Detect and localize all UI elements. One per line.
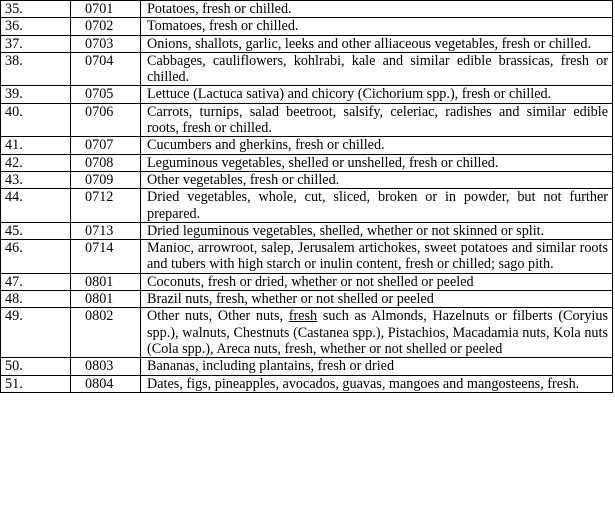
row-number: 40. <box>1 103 71 137</box>
hs-code: 0801 <box>71 273 141 290</box>
row-number: 45. <box>1 222 71 239</box>
description-part: such as Almonds, Hazelnuts or filberts (Coryius spp.), walnuts, Chestnuts (Castanea spp.), Pistachios, Macadamia nuts, Kola nuts (Cola spp.), Areca nuts, fresh, whether or not shelled or peeled <box>147 308 608 357</box>
table-row <box>1 35 613 52</box>
row-number: 37. <box>1 35 71 52</box>
row-number: 47. <box>1 273 71 290</box>
table-row <box>1 222 613 239</box>
table-row <box>1 154 613 171</box>
description-part: Other nuts, Other nuts, <box>147 308 289 325</box>
hs-code: 0709 <box>71 171 141 188</box>
product-description: Manioc, arrowroot, salep, Jerusalem artichokes, sweet potatoes and similar roots and tubers with high starch or inulin content, fresh or chilled; sago pith. <box>141 240 613 274</box>
row-number: 41. <box>1 137 71 154</box>
product-description: Lettuce (Lactuca sativa) and chicory (Cichorium spp.), fresh or chilled. <box>141 86 613 103</box>
table-row <box>1 137 613 154</box>
table-row <box>1 273 613 290</box>
hs-code: 0714 <box>71 240 141 274</box>
row-number: 44. <box>1 189 71 223</box>
row-number: 46. <box>1 240 71 274</box>
table-row <box>1 1 613 18</box>
product-description: Dried vegetables, whole, cut, sliced, broken or in powder, but not further prepared. <box>141 189 613 223</box>
hs-code: 0707 <box>71 137 141 154</box>
product-description: Cucumbers and gherkins, fresh or chilled. <box>141 137 613 154</box>
table-row <box>1 86 613 103</box>
hs-code: 0803 <box>71 358 141 375</box>
table-row <box>1 291 613 308</box>
hs-code: 0703 <box>71 35 141 52</box>
row-number: 49. <box>1 308 71 358</box>
row-number: 38. <box>1 52 71 86</box>
hs-code: 0802 <box>71 308 141 358</box>
table-row <box>1 308 613 358</box>
product-description: Coconuts, fresh or dried, whether or not shelled or peeled <box>141 273 613 290</box>
product-description: Dates, figs, pineapples, avocados, guavas, mangoes and mangosteens, fresh. <box>141 375 613 392</box>
hs-code: 0702 <box>71 18 141 35</box>
hs-code: 0705 <box>71 86 141 103</box>
product-description: Dried leguminous vegetables, shelled, whether or not skinned or split. <box>141 222 613 239</box>
table-row <box>1 103 613 137</box>
hs-code: 0706 <box>71 103 141 137</box>
hs-code: 0712 <box>71 189 141 223</box>
row-number: 43. <box>1 171 71 188</box>
product-description: Tomatoes, fresh or chilled. <box>141 18 613 35</box>
product-description: Cabbages, cauliflowers, kohlrabi, kale and similar edible brassicas, fresh or chilled. <box>141 52 613 86</box>
product-description: Carrots, turnips, salad beetroot, salsify, celeriac, radishes and similar edible roots, fresh or chilled. <box>141 103 613 137</box>
table-row <box>1 240 613 274</box>
product-description: Potatoes, fresh or chilled. <box>141 1 613 18</box>
row-number: 42. <box>1 154 71 171</box>
table-row <box>1 189 613 223</box>
table-row <box>1 52 613 86</box>
row-number: 48. <box>1 291 71 308</box>
hs-code: 0701 <box>71 1 141 18</box>
table-row <box>1 358 613 375</box>
product-description: Bananas, including plantains, fresh or dried <box>141 358 613 375</box>
product-description: Other vegetables, fresh or chilled. <box>141 171 613 188</box>
hs-code: 0804 <box>71 375 141 392</box>
hs-code: 0704 <box>71 52 141 86</box>
hs-code: 0713 <box>71 222 141 239</box>
hs-code: 0801 <box>71 291 141 308</box>
table-row <box>1 375 613 392</box>
hs-code: 0708 <box>71 154 141 171</box>
row-number: 51. <box>1 375 71 392</box>
table-row <box>1 171 613 188</box>
product-description: Leguminous vegetables, shelled or unshelled, fresh or chilled. <box>141 154 613 171</box>
product-description: Brazil nuts, fresh, whether or not shelled or peeled <box>141 291 613 308</box>
product-description <box>141 308 613 358</box>
table-row <box>1 18 613 35</box>
row-number: 50. <box>1 358 71 375</box>
row-number: 35. <box>1 1 71 18</box>
row-number: 36. <box>1 18 71 35</box>
product-description: Onions, shallots, garlic, leeks and other alliaceous vegetables, fresh or chilled. <box>141 35 613 52</box>
row-number: 39. <box>1 86 71 103</box>
underlined-word: fresh <box>288 308 318 325</box>
